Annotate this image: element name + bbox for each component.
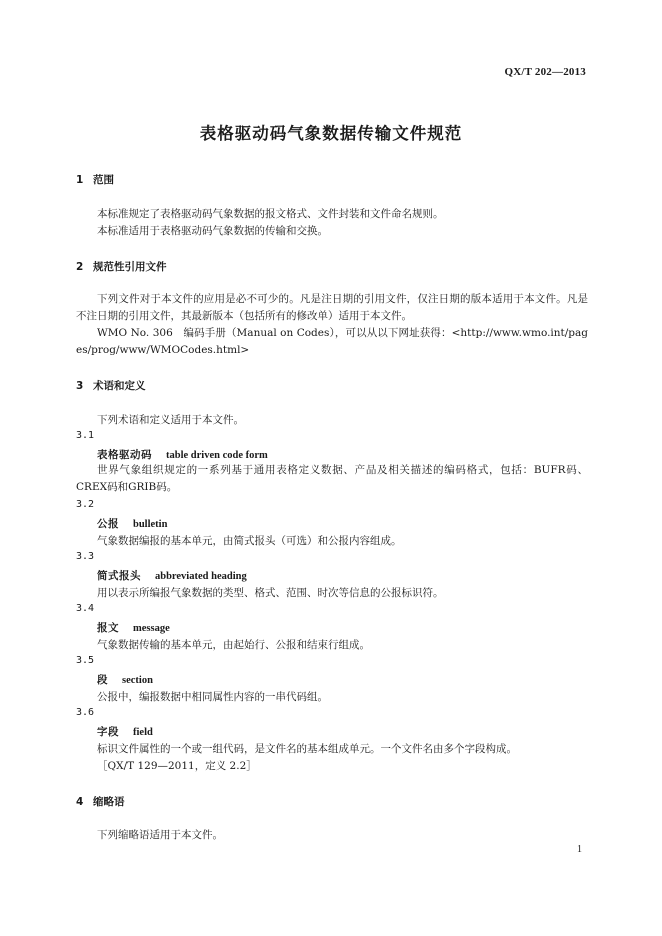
- section-4-paragraph-1: 下列缩略语适用于本文件。: [97, 829, 223, 841]
- term-zh: 公报: [97, 518, 119, 530]
- term-zh: 表格驱动码: [97, 449, 152, 461]
- term-definition: 标识文件属性的一个或一组代码，是文件名的基本组成单元。一个文件名由多个字段构成。: [97, 743, 517, 755]
- term-en: table driven code form: [166, 450, 268, 461]
- term-definition: 世界气象组织规定的一系列基于通用表格定义数据、产品及相关描述的编码格式，包括：BUFR码、CREX码和GRIB码。: [76, 464, 588, 493]
- term-heading: [97, 620, 170, 635]
- term-heading: [97, 724, 153, 739]
- section-1-paragraph-2: 本标准适用于表格驱动码气象数据的传输和交换。: [97, 225, 328, 237]
- term-heading: [97, 672, 153, 687]
- term-zh: 报文: [97, 622, 119, 634]
- section-2-heading: [76, 259, 167, 274]
- section-number: 4: [76, 796, 84, 808]
- section-number: 1: [76, 174, 84, 186]
- section-3-heading: [76, 378, 146, 393]
- standard-code: QX/T 202—2013: [504, 66, 586, 78]
- section-title: 范围: [93, 174, 114, 186]
- document-title: 表格驱动码气象数据传输文件规范: [199, 124, 463, 143]
- term-heading: [97, 568, 247, 583]
- term-en: field: [133, 727, 153, 738]
- term-definition: 用以表示所编报气象数据的类型、格式、范围、时次等信息的公报标识符。: [97, 587, 444, 599]
- term-number: 3.6: [76, 707, 95, 718]
- term-number: 3.2: [76, 499, 95, 510]
- section-title: 术语和定义: [93, 380, 146, 392]
- term-zh: 字段: [97, 726, 119, 738]
- section-2-paragraph-1: 下列文件对于本文件的应用是必不可少的。凡是注日期的引用文件，仅注日期的版本适用于本文件。凡是不注日期的引用文件，其最新版本（包括所有的修改单）适用于本文件。: [76, 293, 588, 322]
- section-2-paragraph-2: WMO No. 306 编码手册（Manual on Codes），可以从以下网址获得：<http://www.wmo.int/pages/prog/www/WMOCodes.html>: [76, 327, 588, 356]
- page-number: 1: [577, 844, 582, 855]
- term-heading: [97, 447, 268, 462]
- term-definition: 气象数据编报的基本单元，由简式报头（可选）和公报内容组成。: [97, 535, 402, 547]
- term-en: section: [122, 675, 153, 686]
- section-number: 2: [76, 261, 84, 273]
- term-definition: 气象数据传输的基本单元，由起始行、公报和结束行组成。: [97, 639, 370, 651]
- term-number: 3.3: [76, 551, 95, 562]
- term-en: message: [133, 623, 170, 634]
- section-title: 规范性引用文件: [93, 261, 167, 273]
- term-en: abbreviated heading: [155, 571, 247, 582]
- term-number: 3.5: [76, 655, 95, 666]
- term-heading: [97, 516, 167, 531]
- section-3-intro: 下列术语和定义适用于本文件。: [97, 414, 244, 426]
- term-zh: 简式报头: [97, 570, 141, 582]
- section-1-paragraph-1: 本标准规定了表格驱动码气象数据的报文格式、文件封装和文件命名规则。: [97, 208, 444, 220]
- section-title: 缩略语: [93, 796, 125, 808]
- section-1-heading: [76, 172, 114, 187]
- term-number: 3.4: [76, 603, 95, 614]
- section-4-heading: [76, 794, 125, 809]
- term-en: bulletin: [133, 519, 168, 530]
- term-source: ［QX/T 129—2011，定义 2.2］: [97, 760, 257, 772]
- term-zh: 段: [97, 674, 108, 686]
- term-definition: 公报中，编报数据中相同属性内容的一串代码组。: [97, 691, 328, 703]
- term-number: 3.1: [76, 430, 95, 441]
- section-number: 3: [76, 380, 84, 392]
